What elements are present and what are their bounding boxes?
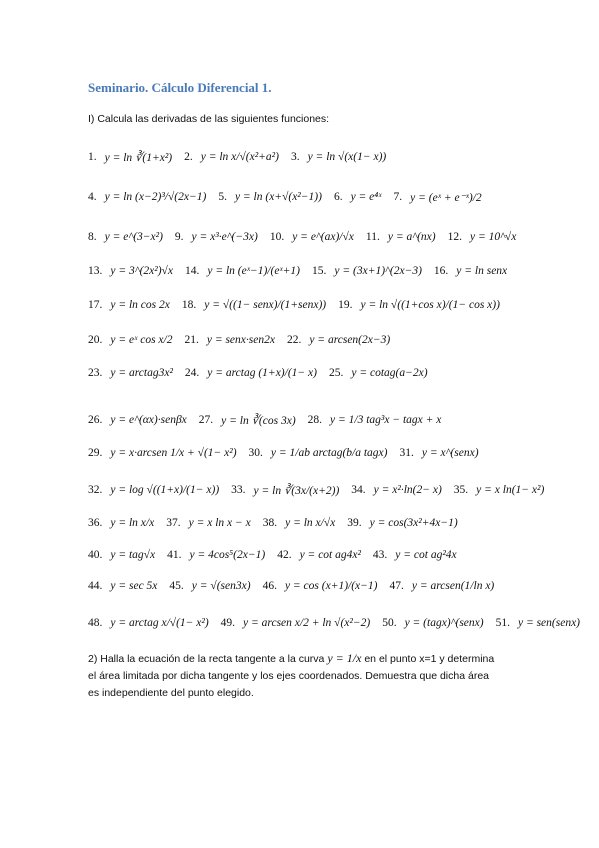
exercise-formula: y = ln ∛(3x/(x+2)) [253, 485, 340, 497]
section-2-text [88, 650, 528, 702]
exercise-row [88, 177, 494, 217]
exercise-formula: y = x^(senx) [421, 447, 479, 459]
exercise-row [88, 137, 398, 177]
exercise-item [351, 484, 442, 496]
exercise-item [88, 265, 173, 277]
exercise-formula: y = x³·e^(−3x) [191, 231, 258, 243]
exercise-number: 5. [218, 191, 227, 203]
section-2-line-1 [88, 650, 528, 668]
exercise-number: 22. [286, 334, 302, 346]
exercise-item [166, 517, 251, 529]
exercise-formula: y = sec 5x [110, 580, 158, 592]
exercise-item [382, 617, 483, 629]
exercise-item [366, 231, 436, 243]
exercise-formula: y = x²·ln(2− x) [373, 484, 442, 496]
exercise-number: 1. [88, 151, 97, 163]
exercise-formula: y = eˣ cos x/2 [110, 334, 173, 346]
exercise-item [218, 191, 322, 203]
exercise-number: 2. [184, 151, 193, 163]
exercise-formula: y = sen(senx) [517, 617, 581, 629]
exercise-item [231, 483, 339, 497]
exercise-number: 25. [328, 367, 344, 379]
exercise-number: 10. [269, 231, 285, 243]
exercise-number: 6. [333, 191, 343, 203]
exercise-number: 3. [290, 151, 300, 163]
exercise-number: 23. [88, 367, 103, 379]
section-1-heading: I) Calcula las derivadas de las siguientes funciones: [88, 113, 330, 125]
exercise-number: 48. [88, 617, 103, 629]
exercise-number: 38. [262, 517, 278, 529]
exercise-item [199, 413, 296, 427]
exercise-row [88, 566, 506, 606]
exercise-item [88, 549, 155, 561]
exercise-formula: y = a^(nx) [387, 231, 436, 243]
exercise-number: 13. [88, 265, 103, 277]
exercise-number: 26. [88, 414, 103, 426]
exercise-item [185, 265, 300, 277]
exercise-item [329, 367, 428, 379]
exercise-formula: y = 1/3 tag³x − tagx + x [330, 414, 442, 426]
exercise-number: 19. [338, 299, 353, 311]
exercise-formula: y = cos (x+1)/(x−1) [284, 580, 378, 592]
exercise-number: 9. [174, 231, 184, 243]
exercise-item [308, 414, 442, 426]
exercise-item [88, 367, 173, 379]
exercise-number: 14. [184, 265, 200, 277]
exercise-number: 37. [166, 517, 181, 529]
exercise-formula: y = x·arcsen 1/x + √(1− x²) [110, 447, 237, 459]
exercise-item [373, 549, 457, 561]
exercise-formula: y = arcsen(1/ln x) [411, 580, 495, 592]
exercise-item [184, 151, 279, 163]
tangent-curve-formula: y = 1/x [327, 651, 362, 665]
exercise-item [270, 231, 354, 243]
exercise-item [263, 517, 336, 529]
exercise-formula: y = ln ∛(1+x²) [104, 152, 173, 164]
exercise-item [88, 617, 209, 629]
exercise-number: 34. [351, 484, 366, 496]
exercise-item [88, 334, 172, 346]
section-2-line-2: el área limitada por dicha tangente y los ejes coordenados. Demuestra que dicha área [88, 670, 489, 682]
exercise-item [88, 580, 157, 592]
exercise-item [347, 517, 457, 529]
exercise-number: 29. [88, 447, 103, 459]
exercise-formula: y = cos(3x²+4x−1) [369, 517, 458, 529]
exercise-formula: y = x ln x − x [188, 517, 251, 529]
exercise-number: 7. [393, 191, 403, 203]
exercise-formula: y = √((1− senx)/(1+senx)) [204, 299, 327, 311]
exercise-formula: y = 1/ab arctag(b/a tagx) [270, 447, 388, 459]
exercise-number: 17. [88, 299, 103, 311]
exercise-item [88, 299, 170, 311]
exercise-number: 11. [365, 231, 380, 243]
exercise-number: 30. [248, 447, 263, 459]
exercise-item [434, 265, 507, 277]
exercise-formula: y = arctag x/√(1− x²) [110, 617, 209, 629]
exercise-formula: y = ln x/√x [285, 517, 336, 529]
exercise-number: 31. [399, 447, 414, 459]
exercise-number: 33. [231, 484, 246, 496]
exercise-number: 4. [88, 191, 97, 203]
exercise-number: 18. [181, 299, 197, 311]
exercise-formula: y = arctag3x² [110, 367, 173, 379]
exercise-formula: y = 10^√x [469, 231, 517, 243]
exercise-number: 32. [88, 484, 103, 496]
exercise-formula: y = ln (x−2)³/√(2x−1) [104, 191, 207, 203]
exercise-formula: y = tag√x [110, 549, 156, 561]
exercise-formula: y = ln (x+√(x²−1)) [234, 191, 322, 203]
exercise-item [167, 549, 265, 561]
exercise-row [88, 285, 512, 325]
exercise-number: 42. [277, 549, 292, 561]
exercise-item [88, 191, 206, 203]
exercise-number: 41. [167, 549, 182, 561]
exercise-item [277, 549, 361, 561]
exercise-number: 46. [262, 580, 277, 592]
exercise-number: 15. [312, 265, 327, 277]
exercise-formula: y = ln √(x(1− x)) [307, 151, 387, 163]
exercise-item [334, 191, 382, 203]
exercise-formula: y = cotag(a−2x) [351, 367, 428, 379]
exercise-number: 51. [495, 617, 510, 629]
exercise-formula: y = senx·sen2x [206, 334, 275, 346]
exercise-item [249, 447, 388, 459]
exercise-item [88, 517, 154, 529]
exercise-item [394, 190, 482, 204]
exercise-item [390, 580, 495, 592]
exercise-number: 35. [453, 484, 469, 496]
exercise-item [182, 299, 326, 311]
exercise-item [88, 414, 187, 426]
exercise-item [184, 334, 274, 346]
section-2-line-3: es independiente del punto elegido. [88, 687, 254, 699]
exercise-number: 12. [447, 231, 462, 243]
exercise-item [312, 265, 422, 277]
exercise-item [221, 617, 371, 629]
exercise-item [287, 334, 390, 346]
exercise-number: 21. [184, 334, 199, 346]
exercise-formula: y = (eˣ + e⁻ˣ)/2 [410, 192, 482, 204]
exercise-number: 45. [169, 580, 184, 592]
exercise-row [88, 433, 491, 473]
exercise-formula: y = ln ∛(cos 3x) [221, 415, 296, 427]
exercise-formula: y = cot ag4x² [299, 549, 361, 561]
exercise-number: 49. [220, 617, 236, 629]
exercise-item [175, 231, 258, 243]
exercise-formula: y = e^(αx)·senβx [110, 414, 187, 426]
exercise-item [88, 231, 163, 243]
exercise-item [338, 299, 500, 311]
exercise-item [399, 447, 478, 459]
exercise-row [88, 603, 592, 643]
exercise-formula: y = (3x+1)^(2x−3) [334, 265, 422, 277]
exercise-formula: y = x ln(1− x²) [476, 484, 545, 496]
exercise-row [88, 353, 440, 393]
exercise-formula: y = arcsen(2x−3) [309, 334, 391, 346]
exercise-number: 16. [433, 265, 449, 277]
exercise-formula: y = arcsen x/2 + ln √(x²−2) [243, 617, 371, 629]
exercise-formula: y = ln x/√(x²+a²) [200, 151, 279, 163]
exercise-number: 20. [88, 334, 103, 346]
exercise-number: 43. [372, 549, 388, 561]
exercise-formula: y = ln cos 2x [110, 299, 170, 311]
exercise-number: 24. [184, 367, 200, 379]
exercise-number: 36. [88, 517, 103, 529]
exercise-formula: y = e⁴ˣ [350, 191, 382, 203]
exercise-number: 28. [307, 414, 323, 426]
exercise-formula: y = 4cos⁵(2x−1) [189, 549, 266, 561]
exercise-item [185, 367, 317, 379]
exercise-formula: y = log √((1+x)/(1− x)) [110, 484, 220, 496]
section-2-line-1a: 2) Halla la ecuación de la recta tangente a la curva [88, 653, 325, 665]
exercise-number: 40. [88, 549, 103, 561]
exercise-item [291, 151, 386, 163]
exercise-formula: y = √(sen3x) [191, 580, 251, 592]
exercise-number: 39. [347, 517, 362, 529]
exercise-item [448, 231, 517, 243]
exercise-formula: y = ln √((1+cos x)/(1− cos x)) [360, 299, 500, 311]
exercise-item [88, 447, 237, 459]
exercise-item [88, 150, 172, 164]
exercise-formula: y = arctag (1+x)/(1− x) [207, 367, 317, 379]
exercise-item [263, 580, 378, 592]
exercise-number: 8. [88, 231, 97, 243]
exercise-formula: y = (tagx)^(senx) [404, 617, 484, 629]
exercise-formula: y = ln senx [456, 265, 508, 277]
exercise-formula: y = ln (eˣ−1)/(eˣ+1) [207, 265, 301, 277]
exercise-item [88, 484, 219, 496]
exercise-item [496, 617, 580, 629]
exercise-formula: y = ln x/x [110, 517, 155, 529]
exercise-formula: y = cot ag²4x [395, 549, 457, 561]
exercise-formula: y = e^(3−x²) [104, 231, 163, 243]
exercise-number: 47. [389, 580, 404, 592]
exercise-item [169, 580, 250, 592]
exercise-formula: y = 3^(2x²)√x [110, 265, 173, 277]
section-2-line-1b: en el punto x=1 y determina [364, 653, 495, 665]
document-title: Seminario. Cálculo Diferencial 1. [88, 80, 272, 95]
exercise-formula: y = e^(ax)/√x [292, 231, 354, 243]
exercise-number: 44. [88, 580, 103, 592]
exercise-number: 27. [198, 414, 214, 426]
exercise-number: 50. [382, 617, 397, 629]
exercise-item [454, 484, 545, 496]
